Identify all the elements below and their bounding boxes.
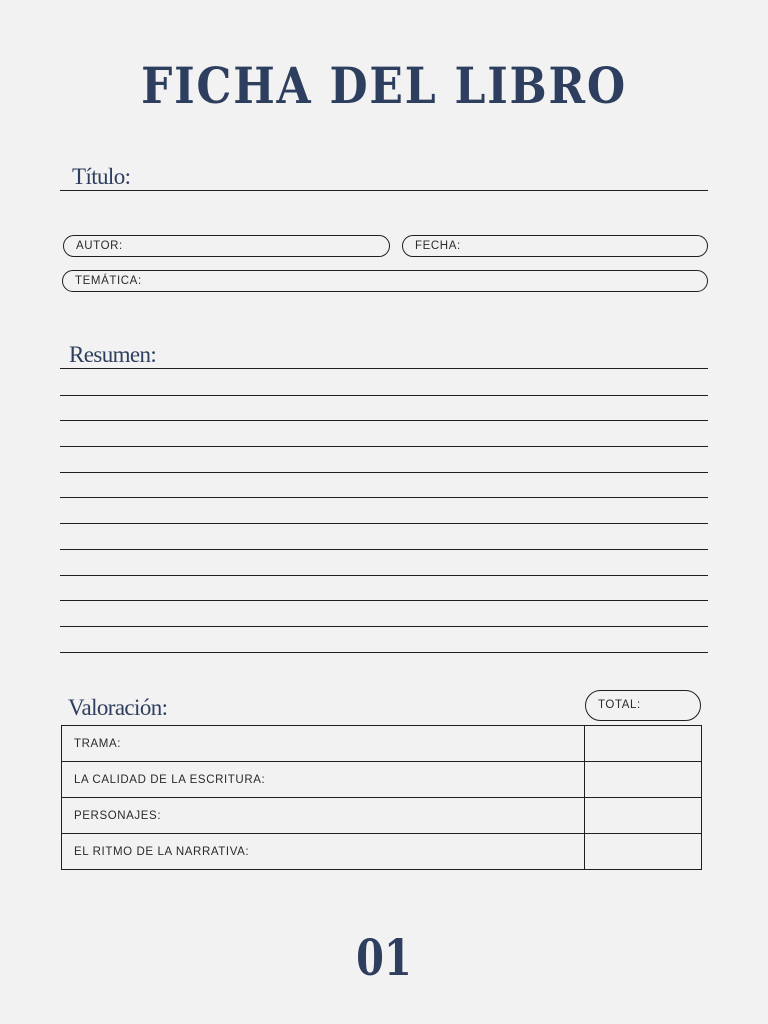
table-row <box>62 834 702 870</box>
rating-score-cell[interactable] <box>585 726 702 762</box>
total-field[interactable] <box>585 690 701 721</box>
summary-line[interactable] <box>60 420 708 421</box>
title-label: Título: <box>72 164 131 189</box>
summary-line[interactable] <box>60 600 708 601</box>
summary-line[interactable] <box>60 395 708 396</box>
summary-line[interactable] <box>60 652 708 653</box>
summary-line[interactable] <box>60 446 708 447</box>
table-row <box>62 762 702 798</box>
rating-criterion: LA CALIDAD DE LA ESCRITURA: <box>62 762 585 798</box>
summary-line[interactable] <box>60 549 708 550</box>
author-field[interactable] <box>63 235 390 257</box>
rating-label: Valoración: <box>68 695 168 720</box>
date-label: FECHA: <box>415 240 461 252</box>
total-label: TOTAL: <box>598 699 641 711</box>
page-title: FICHA DEL LIBRO <box>141 56 627 115</box>
rating-score-cell[interactable] <box>585 834 702 870</box>
table-row <box>62 798 702 834</box>
title-line[interactable] <box>60 190 708 191</box>
summary-line[interactable] <box>60 523 708 524</box>
summary-label: Resumen: <box>69 342 157 367</box>
rating-criterion: PERSONAJES: <box>62 798 585 834</box>
summary-line[interactable] <box>60 368 708 369</box>
page-number: 01 <box>356 928 412 987</box>
summary-line[interactable] <box>60 626 708 627</box>
summary-line[interactable] <box>60 497 708 498</box>
rating-score-cell[interactable] <box>585 798 702 834</box>
rating-score-cell[interactable] <box>585 762 702 798</box>
rating-criterion: EL RITMO DE LA NARRATIVA: <box>62 834 585 870</box>
rating-table <box>61 725 702 870</box>
theme-field[interactable] <box>62 270 708 292</box>
summary-line[interactable] <box>60 472 708 473</box>
date-field[interactable] <box>402 235 708 257</box>
author-label: AUTOR: <box>76 240 123 252</box>
rating-criterion: TRAMA: <box>62 726 585 762</box>
theme-label: TEMÁTICA: <box>75 275 142 287</box>
table-row <box>62 726 702 762</box>
summary-line[interactable] <box>60 575 708 576</box>
